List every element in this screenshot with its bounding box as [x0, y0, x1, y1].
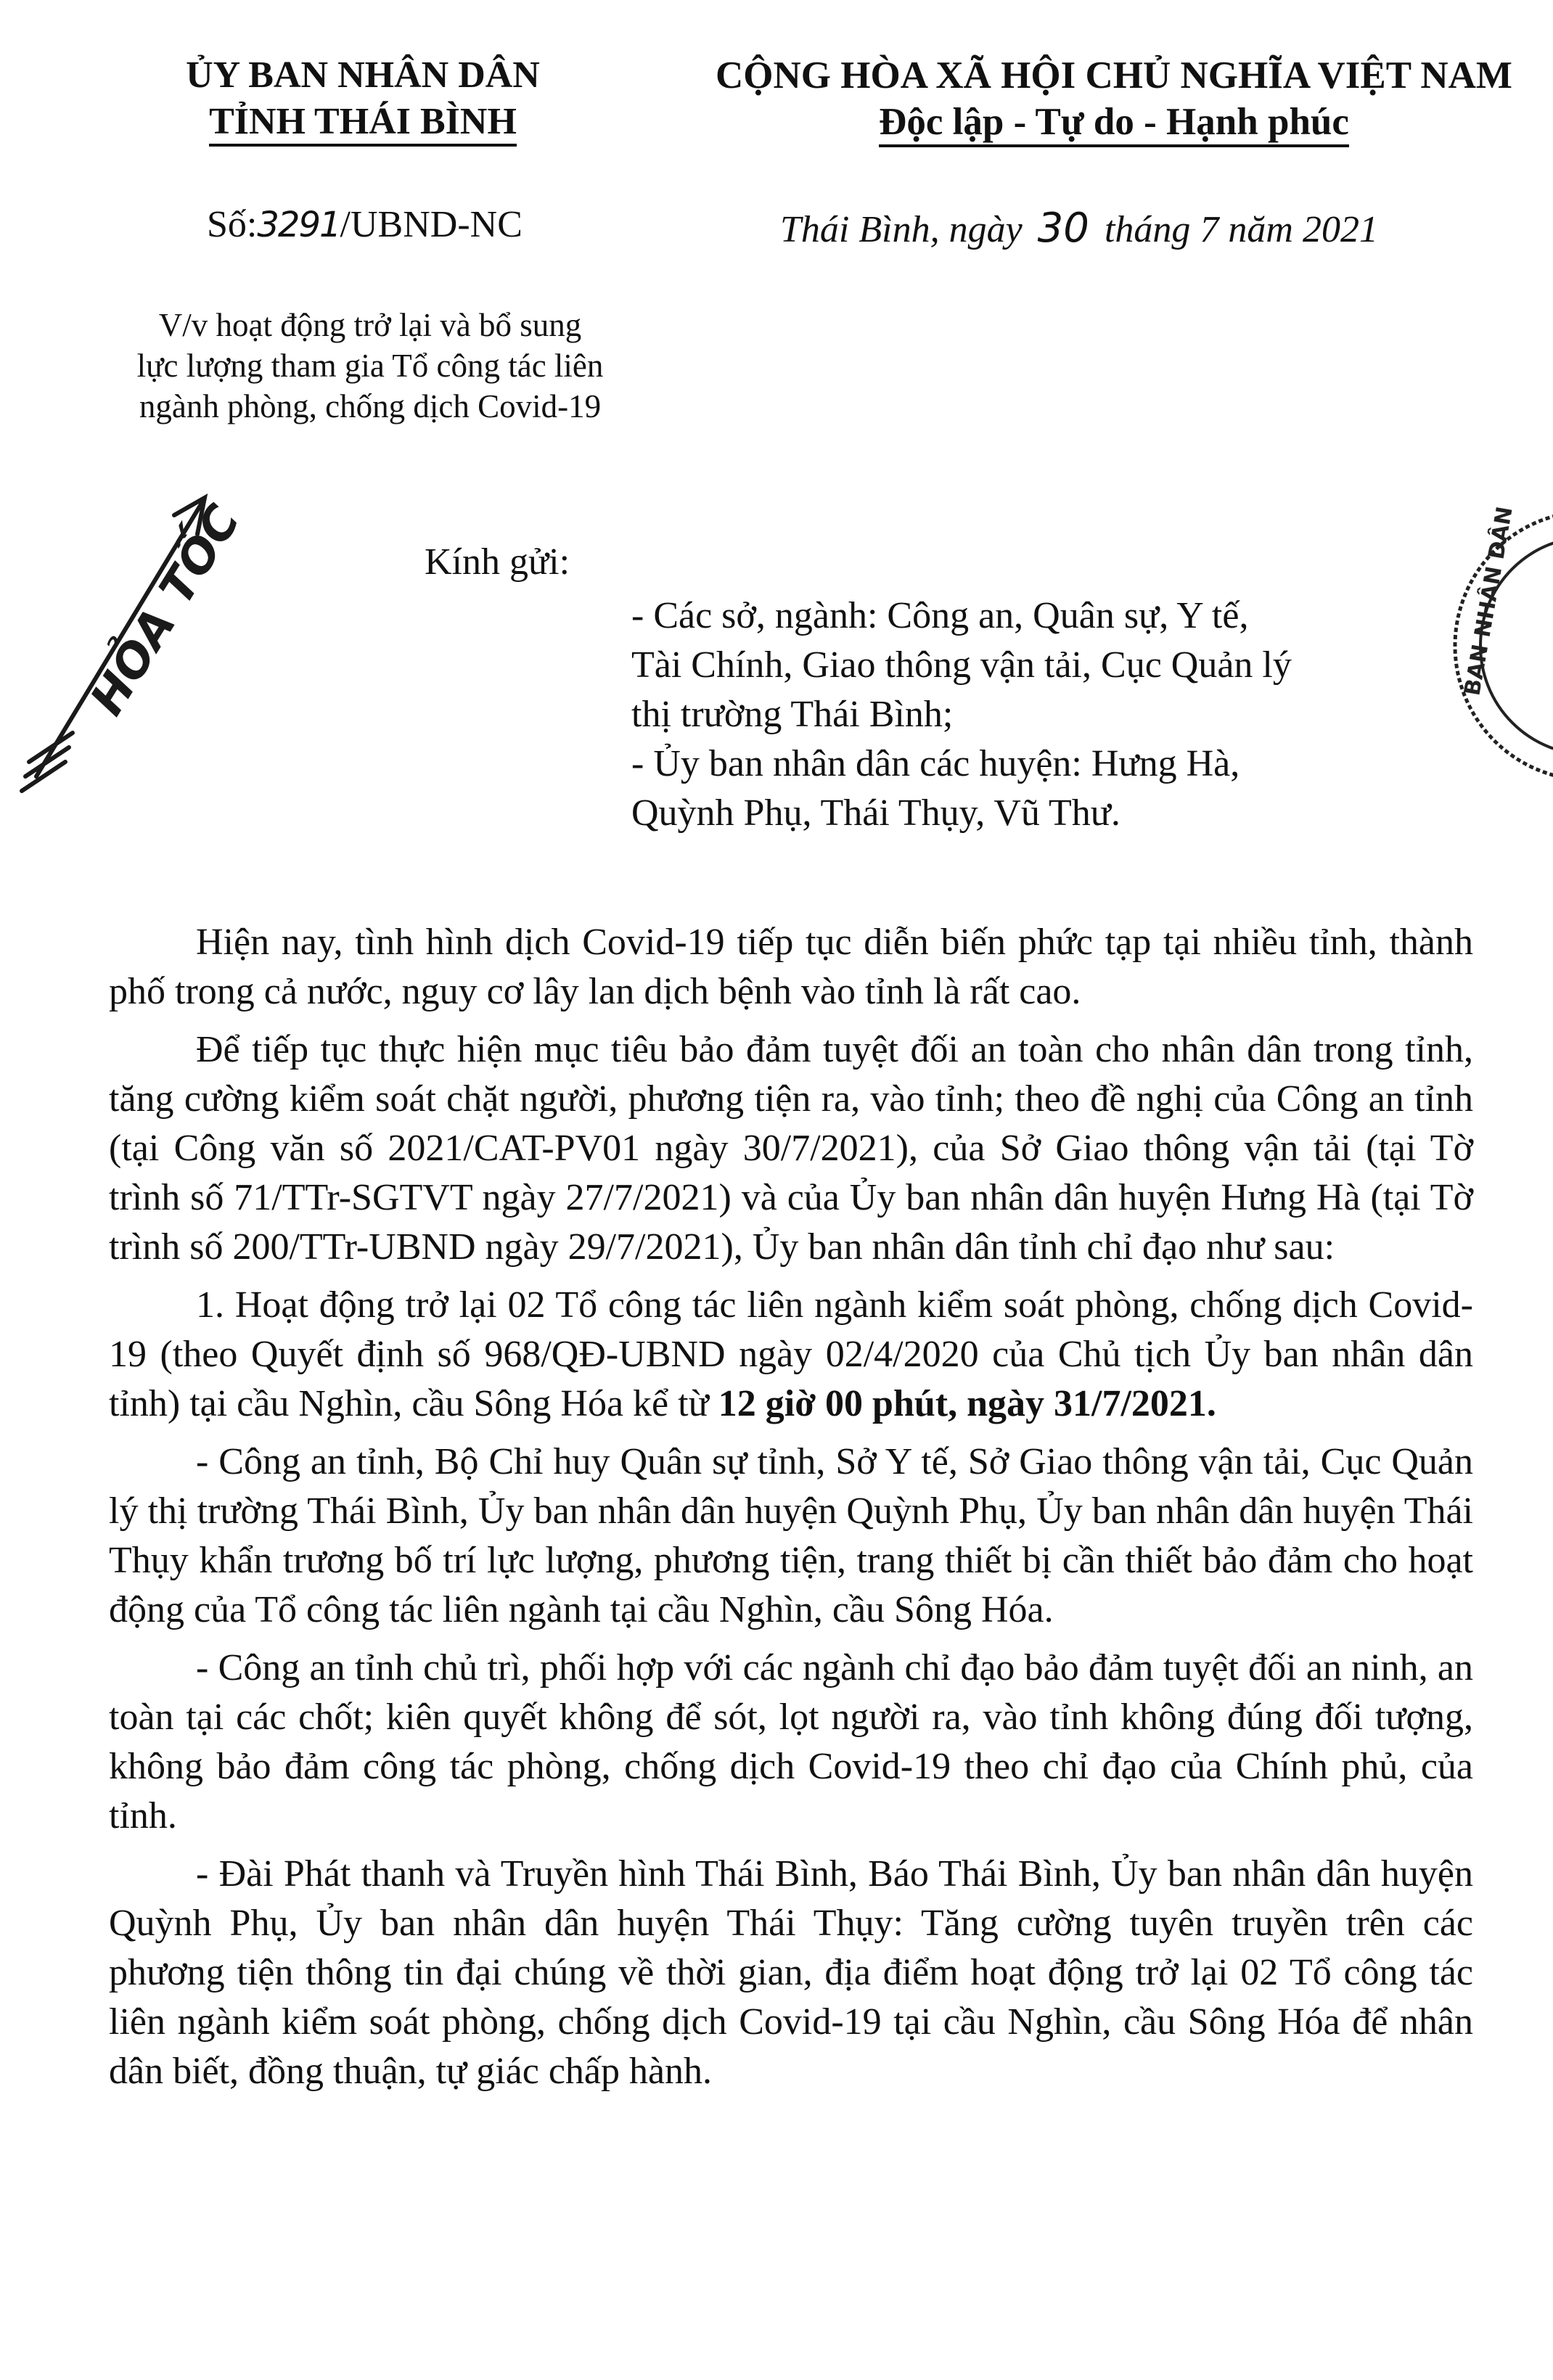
agency-line2-text: TỈNH THÁI BÌNH [209, 101, 517, 147]
nation-line2-text: Độc lập - Tự do - Hạnh phúc [879, 101, 1349, 147]
recipient-line3: thị trường Thái Bình; [631, 694, 954, 735]
date-suffix: tháng 7 năm 2021 [1104, 209, 1378, 250]
document-body [109, 918, 1473, 2105]
agency-line2 [131, 99, 595, 145]
doc-no-handwritten: 3291 [257, 205, 340, 245]
doc-no-suffix: /UBND-NC [340, 204, 523, 245]
subject-line3: ngành phòng, chống dịch Covid-19 [139, 388, 602, 424]
paragraph-3 [109, 1281, 1473, 1429]
recipient-line1: - Các sở, ngành: Công an, Quân sự, Y tế, [631, 595, 1249, 636]
recipient-line4: - Ủy ban nhân dân các huyện: Hưng Hà, [631, 743, 1240, 784]
paragraph-5: - Công an tỉnh chủ trì, phối hợp với các ngành chỉ đạo bảo đảm tuyệt đối an ninh, an toàn tại các chốt; kiên quyết không để sót, lọt người ra, vào tỉnh không đúng đối tượng, không bảo đảm công tác phòng, chống dịch Covid-19 theo chỉ đạo của Chính phủ, của tỉnh. [109, 1647, 1473, 1837]
recipients-label: Kính gửi: [425, 541, 570, 583]
subject-line1: V/v hoạt động trở lại và bổ sung [158, 307, 582, 343]
paragraph-3-bold: 12 giờ 00 phút, ngày 31/7/2021. [718, 1383, 1216, 1424]
urgent-mark-drawing [7, 486, 269, 820]
urgent-mark-text: HỎA TỐC [80, 496, 251, 725]
recipients-list [631, 591, 1393, 838]
document-date [780, 205, 1378, 252]
nation-line1: CỘNG HÒA XÃ HỘI CHỦ NGHĨA VIỆT NAM [716, 54, 1512, 97]
paragraph-2: Để tiếp tục thực hiện mục tiêu bảo đảm tuyệt đối an toàn cho nhân dân trong tỉnh, tăng cường kiểm soát chặt người, phương tiện ra, vào tỉnh; theo đề nghị của Công an tỉnh (tại Công văn số 2021/CAT-PV01 ngày 30/7/2021), của Sở Giao thông vận tải (tại Tờ trình số 71/TTr-SGTVT ngày 27/7/2021) và của Ủy ban nhân dân huyện Hưng Hà (tại Tờ trình số 200/TTr-UBND ngày 29/7/2021), Ủy ban nhân dân tỉnh chỉ đạo như sau: [109, 1029, 1473, 1268]
document-number [207, 203, 523, 246]
date-prefix: Thái Bình, ngày [780, 209, 1023, 250]
paragraph-1: Hiện nay, tình hình dịch Covid-19 tiếp tục diễn biến phức tạp tại nhiều tỉnh, thành phố trong cả nước, nguy cơ lây lan dịch bệnh vào tỉnh là rất cao. [109, 922, 1473, 1012]
doc-no-prefix: Số: [207, 204, 258, 245]
paragraph-3-text: 1. Hoạt động trở lại 02 Tổ công tác liên ngành kiểm soát phòng, chống dịch Covid-19 (theo Quyết định số 968/QĐ-UBND ngày 02/4/2020 của Chủ tịch Ủy ban nhân dân tỉnh) tại cầu Nghìn, cầu Sông Hóa kể từ [109, 1284, 1473, 1424]
paragraph-4: - Công an tỉnh, Bộ Chỉ huy Quân sự tỉnh, Sở Y tế, Sở Giao thông vận tải, Cục Quản lý thị trường Thái Bình, Ủy ban nhân dân huyện Quỳnh Phụ, Ủy ban nhân dân huyện Thái Thụy khẩn trương bố trí lực lượng, phương tiện, trang thiết bị cần thiết bảo đảm cho hoạt động của Tổ công tác liên ngành tại cầu Nghìn, cầu Sông Hóa. [109, 1441, 1473, 1630]
nation-line2 [697, 99, 1531, 145]
subject-block [87, 305, 653, 427]
national-motto [697, 52, 1531, 145]
seal-stamp [1444, 501, 1553, 791]
recipient-line5: Quỳnh Phụ, Thái Thụy, Vũ Thư. [631, 792, 1120, 834]
agency-name [131, 52, 595, 145]
date-day: 30 [1037, 205, 1089, 252]
subject-line2: lực lượng tham gia Tổ công tác liên [136, 348, 604, 384]
paragraph-6: - Đài Phát thanh và Truyền hình Thái Bình, Báo Thái Bình, Ủy ban nhân dân huyện Quỳnh Phụ, Ủy ban nhân dân huyện Thái Thụy: Tăng cường tuyên truyền trên các phương tiện thông tin đại chúng về thời gian, địa điểm hoạt động trở lại 02 Tổ công tác liên ngành kiểm soát phòng, chống dịch Covid-19 tại cầu Nghìn, cầu Sông Hóa để nhân dân biết, đồng thuận, tự giác chấp hành. [109, 1853, 1473, 2092]
seal-text: BAN NHÂN DÂN [1459, 504, 1518, 698]
recipient-line2: Tài Chính, Giao thông vận tải, Cục Quản lý [631, 644, 1292, 686]
agency-line1: ỦY BAN NHÂN DÂN [186, 54, 540, 96]
